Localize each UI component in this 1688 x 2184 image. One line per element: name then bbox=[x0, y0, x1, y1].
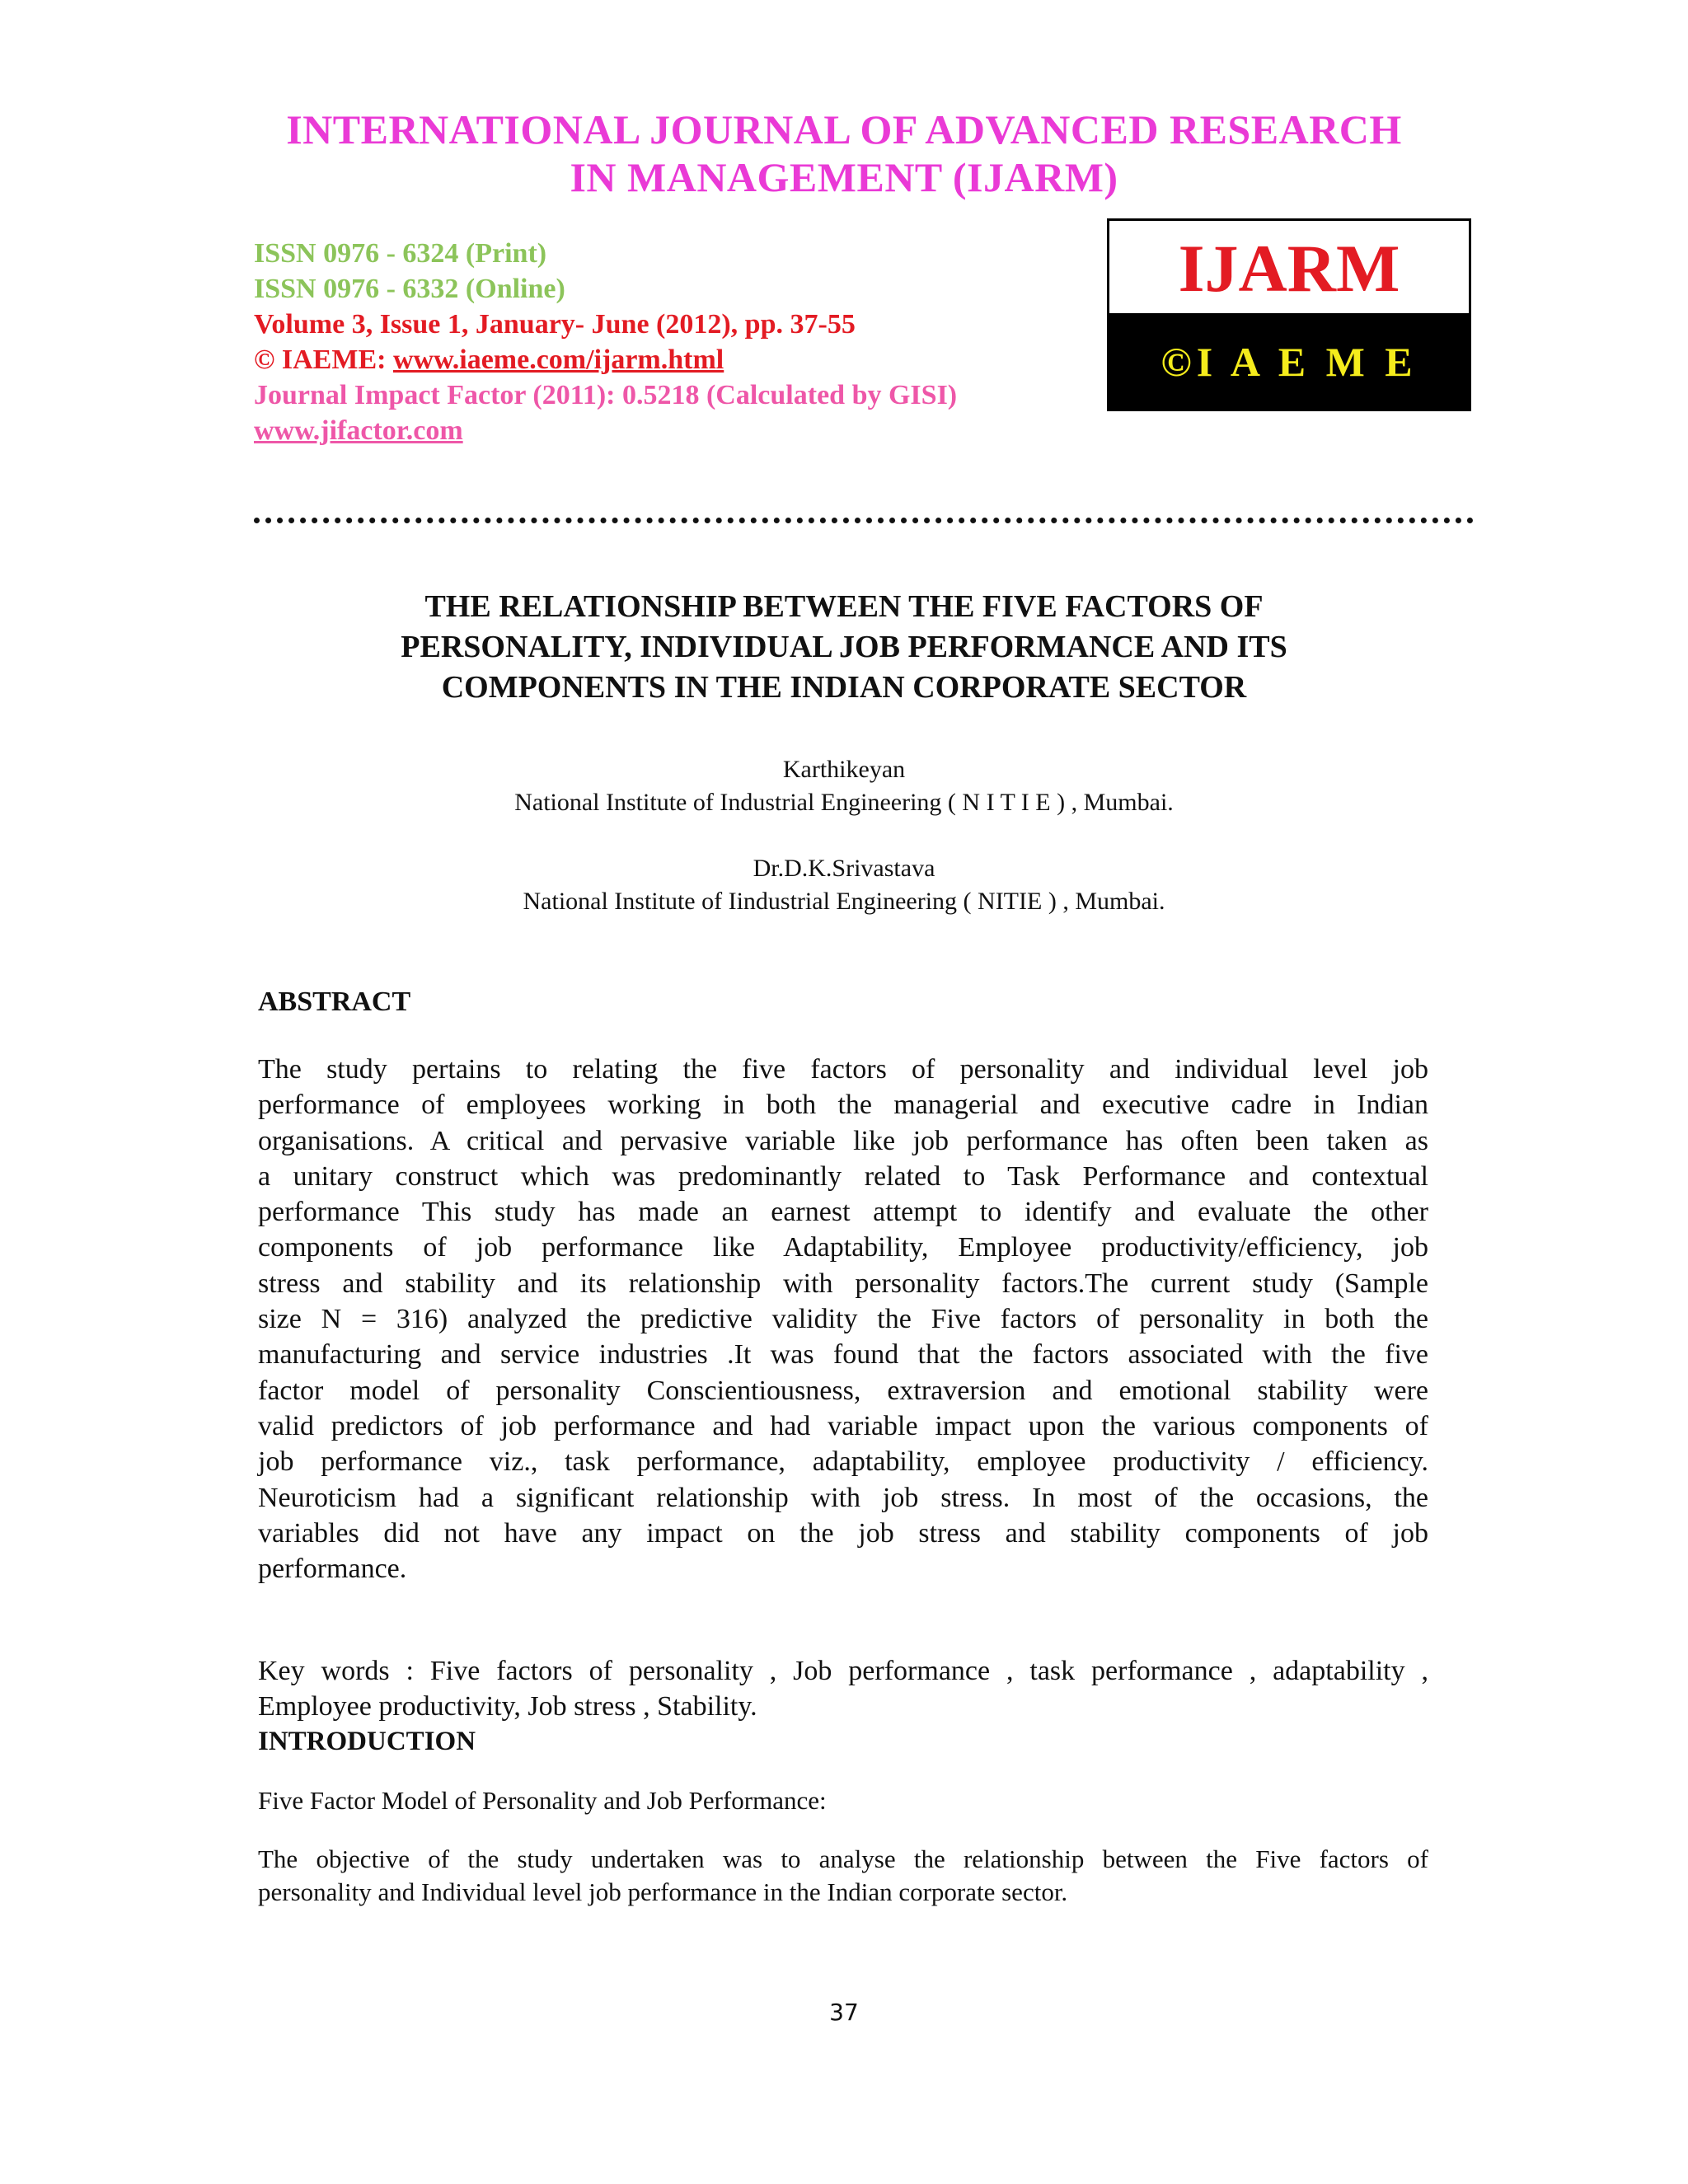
dotted-divider bbox=[254, 518, 1474, 523]
abstract-line: size N = 316) analyzed the predictive validity the Five factors of personality in both the bbox=[258, 1304, 1428, 1335]
abstract-line: The study pertains to relating the five factors of personality and individual level job bbox=[258, 1054, 1428, 1085]
iaeme-line bbox=[254, 342, 957, 377]
ijarm-logo bbox=[1107, 218, 1471, 411]
keywords bbox=[258, 1653, 1428, 1724]
abstract-line: a unitary construct which was predominantly related to Task Performance and contextual bbox=[258, 1160, 1428, 1192]
author-name: Dr.D.K.Srivastava bbox=[753, 855, 935, 882]
abstract-line: manufacturing and service industries .It was found that the factors associated with the five bbox=[258, 1339, 1428, 1371]
abstract-line: performance of employees working in both the managerial and executive cadre in Indian bbox=[258, 1090, 1428, 1121]
paper-title-line: COMPONENTS IN THE INDIAN CORPORATE SECTOR bbox=[441, 670, 1247, 705]
abstract-line: performance This study has made an earnest attempt to identify and evaluate the other bbox=[258, 1197, 1428, 1228]
abstract-line: Neuroticism had a significant relationship with job stress. In most of the occasions, the bbox=[258, 1482, 1428, 1513]
abstract-line: stress and stability and its relationship with personality factors.The current study (Sample bbox=[258, 1268, 1428, 1299]
journal-title-line-1: INTERNATIONAL JOURNAL OF ADVANCED RESEARCH bbox=[286, 106, 1402, 152]
page-number: 37 bbox=[829, 1999, 859, 2026]
journal-metadata bbox=[254, 236, 957, 448]
abstract-line: performance. bbox=[258, 1554, 407, 1585]
impact-factor: Journal Impact Factor (2011): 0.5218 (Calculated by GISI) bbox=[254, 380, 958, 410]
paper-title bbox=[0, 587, 1688, 708]
abstract-line: variables did not have any impact on the job stress and stability components of job bbox=[258, 1517, 1428, 1549]
objective-line: The objective of the study undertaken was to analyse the relationship between the Five factors of bbox=[258, 1844, 1428, 1873]
issn-online: ISSN 0976 - 6332 (Online) bbox=[254, 274, 565, 304]
author-block-1 bbox=[0, 753, 1688, 819]
author-affiliation: National Institute of Iindustrial Engineering ( NITIE ) , Mumbai. bbox=[523, 888, 1165, 915]
logo-title: IJARM bbox=[1178, 231, 1400, 306]
introduction-heading: INTRODUCTION bbox=[258, 1727, 476, 1756]
iaeme-prefix: © IAEME: bbox=[254, 344, 393, 375]
abstract-heading: ABSTRACT bbox=[258, 987, 411, 1017]
jifactor-link[interactable]: www.jifactor.com bbox=[254, 415, 463, 446]
journal-title-line-2: IN MANAGEMENT (IJARM) bbox=[570, 154, 1118, 200]
abstract-line: factor model of personality Conscientiousness, extraversion and emotional stability were bbox=[258, 1375, 1428, 1406]
objective-paragraph bbox=[258, 1843, 1428, 1909]
author-affiliation: National Institute of Industrial Engineering ( N I T I E ) , Mumbai. bbox=[514, 789, 1174, 816]
section-subheading: Five Factor Model of Personality and Job Performance: bbox=[258, 1786, 827, 1815]
abstract-line: organisations. A critical and pervasive variable like job performance has often been taken as bbox=[258, 1125, 1428, 1156]
author-name: Karthikeyan bbox=[782, 756, 906, 783]
logo-band: ©I A E M E bbox=[1109, 313, 1469, 411]
journal-title bbox=[0, 105, 1688, 201]
iaeme-link[interactable]: www.iaeme.com/ijarm.html bbox=[392, 344, 724, 375]
keywords-line: Employee productivity, Job stress , Stability. bbox=[258, 1691, 757, 1722]
abstract-line: job performance viz., task performance, adaptability, employee productivity / efficiency. bbox=[258, 1446, 1428, 1478]
objective-line: personality and Individual level job performance in the Indian corporate sector. bbox=[258, 1877, 1068, 1906]
issn-print: ISSN 0976 - 6324 (Print) bbox=[254, 238, 547, 269]
paper-title-line: PERSONALITY, INDIVIDUAL JOB PERFORMANCE AND ITS bbox=[401, 630, 1287, 664]
abstract-line: valid predictors of job performance and had variable impact upon the various components of bbox=[258, 1410, 1428, 1441]
volume-info: Volume 3, Issue 1, January- June (2012), pp. 37-55 bbox=[254, 309, 856, 340]
paper-title-line: THE RELATIONSHIP BETWEEN THE FIVE FACTORS OF bbox=[424, 589, 1264, 624]
abstract-body bbox=[258, 1052, 1428, 1586]
author-block-2 bbox=[0, 852, 1688, 918]
abstract-line: components of job performance like Adaptability, Employee productivity/efficiency, job bbox=[258, 1232, 1428, 1263]
keywords-line: Key words : Five factors of personality , Job performance , task performance , adaptability , bbox=[258, 1656, 1428, 1686]
